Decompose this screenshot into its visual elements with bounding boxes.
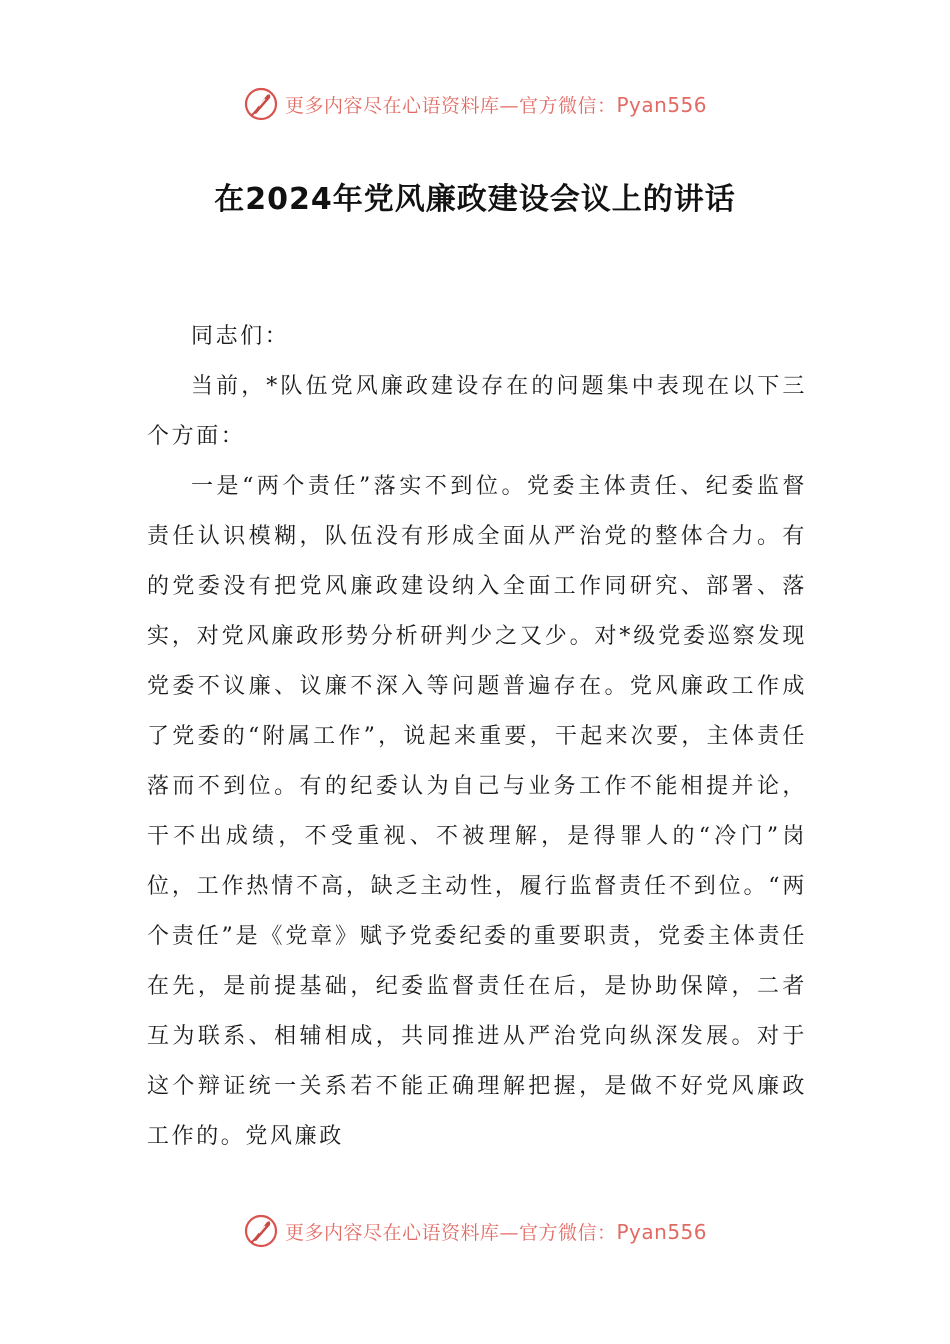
document-title: 在2024年党风廉政建设会议上的讲话 [214,182,736,217]
document-body [147,312,807,1162]
watermark-wechat-id: Pyan556 [616,1219,708,1244]
intro-paragraph: 当前，*队伍党风廉政建设存在的问题集中表现在以下三个方面： [147,374,807,449]
header-watermark [0,84,950,124]
watermark-text: 更多内容尽在心语资料库—官方微信：Pyan556 [284,92,708,117]
quill-logo-icon [243,1213,279,1249]
watermark-wechat-id: Pyan556 [616,92,708,117]
footer-watermark [0,1211,950,1251]
salutation-paragraph: 同志们： [191,324,290,349]
watermark-text: 更多内容尽在心语资料库—官方微信：Pyan556 [284,1219,708,1244]
point-one-paragraph: 一是“两个责任”落实不到位。党委主体责任、纪委监督责任认识模糊，队伍没有形成全面从严治党的整体合力。有的党委没有把党风廉政建设纳入全面工作同研究、部署、落实，对党风廉政形势分析研判少之又少。对*级党委巡察发现党委不议廉、议廉不深入等问题普遍存在。党风廉政工作成了党委的“附属工作”，说起来重要，干起来次要，主体责任落而不到位。有的纪委认为自己与业务工作不能相提并论，干不出成绩，不受重视、不被理解，是得罪人的“冷门”岗位，工作热情不高，缺乏主动性，履行监督责任不到位。“两个责任”是《党章》赋予党委纪委的重要职责，党委主体责任在先，是前提基础，纪委监督责任在后，是协助保障，二者互为联系、相辅相成，共同推进从严治党向纵深发展。对于这个辩证统一关系若不能正确理解把握，是做不好党风廉政工作的。党风廉政 [147,474,807,1149]
quill-logo-icon [243,86,279,122]
